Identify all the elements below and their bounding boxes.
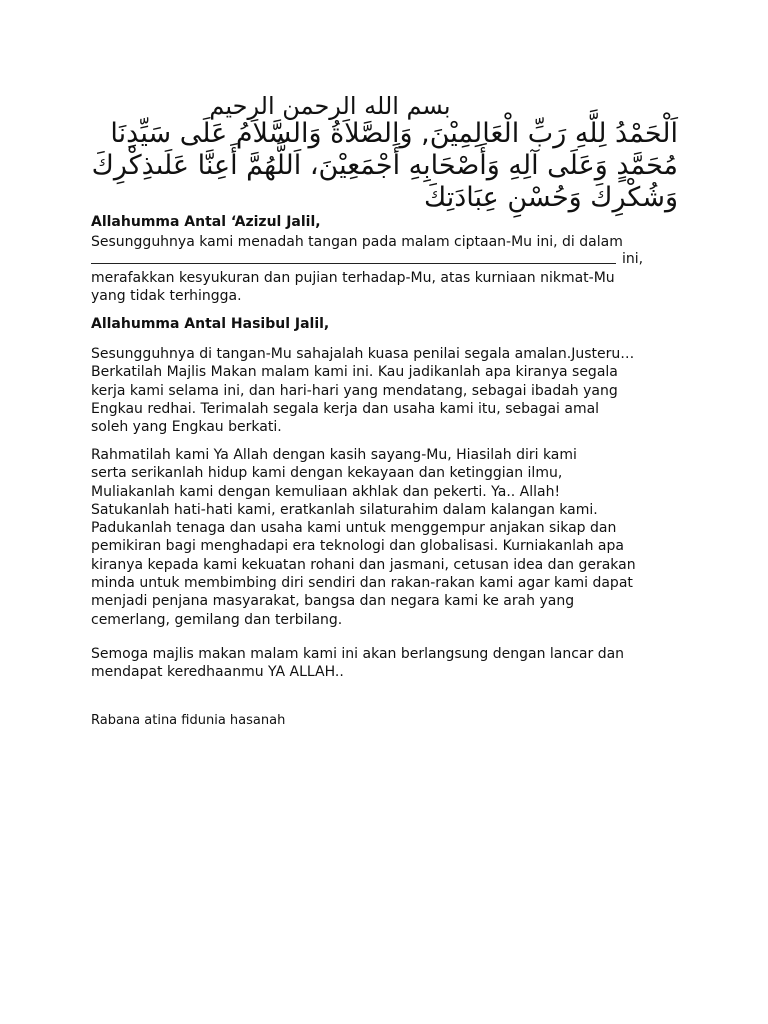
paragraph-line: menjadi penjana masyarakat, bangsa dan negara kami ke arah yang <box>91 593 575 610</box>
paragraph-2 <box>91 345 681 436</box>
heading-hasibul-jalil: Allahumma Antal Hasibul Jalil, <box>91 316 330 332</box>
paragraph-line: Muliakanlah kami dengan kemuliaan akhlak dan pekerti. Ya.. Allah! <box>91 483 561 500</box>
closing-line: Rabana atina fidunia hasanah <box>91 713 286 728</box>
paragraph-line: cemerlang, gemilang dan terbilang. <box>91 611 343 628</box>
paragraph-4 <box>91 645 681 682</box>
paragraph-line: Sesungguhnya di tangan-Mu sahajalah kuasa penilai segala amalan.Justeru… <box>91 346 635 362</box>
paragraph-1-line-1 <box>91 233 681 251</box>
blank-suffix: ini, <box>622 251 644 267</box>
basmala: بسم الله الرحمن الرحيم <box>209 92 451 120</box>
paragraph-line: Engkau redhai. Terimalah segala kerja dan usaha kami itu, sebagai amal <box>91 400 600 417</box>
paragraph-line: Satukanlah hati-hati kami, eratkanlah silaturahim dalam kalangan kami. <box>91 501 598 518</box>
paragraph-3 <box>91 446 681 629</box>
paragraph-line: minda untuk membimbing diri sendiri dan rakan-rakan kami agar kami dapat <box>91 575 633 592</box>
fill-in-blank-line <box>91 263 616 264</box>
paragraph-line: merafakkan kesyukuran dan pujian terhadap-Mu, atas kurniaan nikmat-Mu <box>91 270 615 286</box>
paragraph-line: yang tidak terhingga. <box>91 288 242 305</box>
heading-azizul-jalil: Allahumma Antal ‘Azizul Jalil, <box>91 214 321 230</box>
arabic-line-3: وَشُكْرِكَ وَحُسْنِ عِبَادَتِكَ <box>423 182 678 213</box>
paragraph-line: Semoga majlis makan malam kami ini akan berlangsung dengan lancar dan <box>91 646 625 662</box>
paragraph-line: kiranya kepada kami kekuatan rohani dan jasmani, cetusan idea dan gerakan <box>91 556 636 573</box>
paragraph-line: pemikiran bagi menghadapi era teknologi dan globalisasi. Kurniakanlah apa <box>91 538 624 555</box>
paragraph-1-continued <box>91 269 681 306</box>
arabic-line-1: اَلْحَمْدُ لِلَّهِ رَبِّ الْعَالِمِيْنَ, وَالصَّلاَةُ وَالسَّلاَمُ عَلَى سَيِّدِنَا <box>110 118 678 149</box>
paragraph-line: serta serikanlah hidup kami dengan kekayaan dan ketinggian ilmu, <box>91 465 563 482</box>
paragraph-line: Sesungguhnya kami menadah tangan pada malam ciptaan-Mu ini, di dalam <box>91 234 623 250</box>
paragraph-line: mendapat keredhaanmu YA ALLAH.. <box>91 664 344 681</box>
paragraph-line: Berkatilah Majlis Makan malam kami ini. Kau jadikanlah apa kiranya segala <box>91 364 618 381</box>
paragraph-line: Padukanlah tenaga dan usaha kami untuk menggempur anjakan sikap dan <box>91 520 617 537</box>
arabic-line-2: مُحَمَّدٍ وَعَلَى آلِهِ وَأَصْحَابِهِ أَجْمَعِيْنَ، اَللَّهُمَّ أَعِنَّا عَلَىذِكْرِكَ <box>91 150 678 181</box>
paragraph-line: Rahmatilah kami Ya Allah dengan kasih sayang-Mu, Hiasilah diri kami <box>91 447 577 463</box>
paragraph-line: kerja kami selama ini, dan hari-hari yang mendatang, sebagai ibadah yang <box>91 382 618 399</box>
paragraph-line: soleh yang Engkau berkati. <box>91 419 282 436</box>
